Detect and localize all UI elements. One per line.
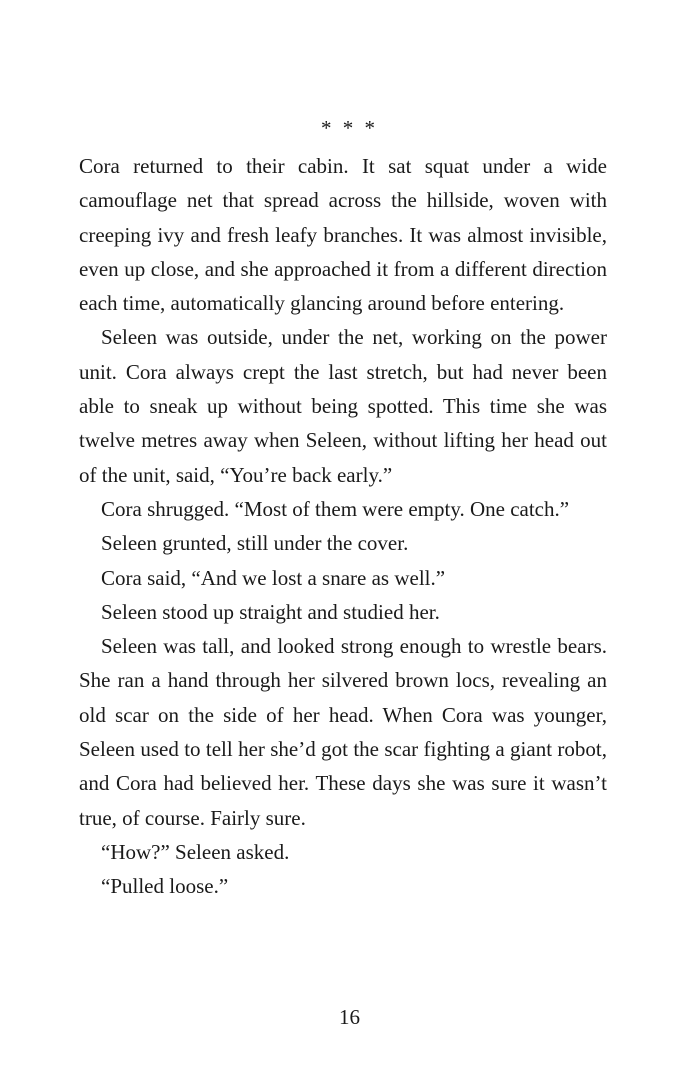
paragraph: Cora returned to their cabin. It sat squat under a wide camouflage net that spread across the hillside, woven with creeping ivy and fresh leafy branches. It was almost invisible, even up close, and she approached it from a different direction each time, automatically glancing around before entering. [79,154,607,316]
page-number: 16 [339,1005,360,1029]
paragraph: Cora shrugged. “Most of them were empty. One catch.” [101,496,570,521]
body-text [79,149,607,904]
paragraph: “Pulled loose.” [101,874,229,899]
paragraph: Seleen grunted, still under the cover. [101,531,409,556]
paragraph: “How?” Seleen asked. [101,839,290,864]
paragraph: Cora said, “And we lost a snare as well.” [101,565,446,590]
paragraph: Seleen was tall, and looked strong enough to wrestle bears. She ran a hand through her silvered brown locs, revealing an old scar on the side of her head. When Cora was younger, Seleen used to tell her she’d got the scar fighting a giant robot, and Cora had believed her. These days she was sure it wasn’t true, of course. Fairly sure. [79,634,607,830]
scene-break: * * * [321,116,378,140]
paragraph: Seleen stood up straight and studied her. [101,599,440,624]
paragraph: Seleen was outside, under the net, working on the power unit. Cora always crept the last stretch, but had never been able to sneak up without being spotted. This time she was twelve metres away when Seleen, without lifting her head out of the unit, said, “You’re back early.” [79,325,607,487]
